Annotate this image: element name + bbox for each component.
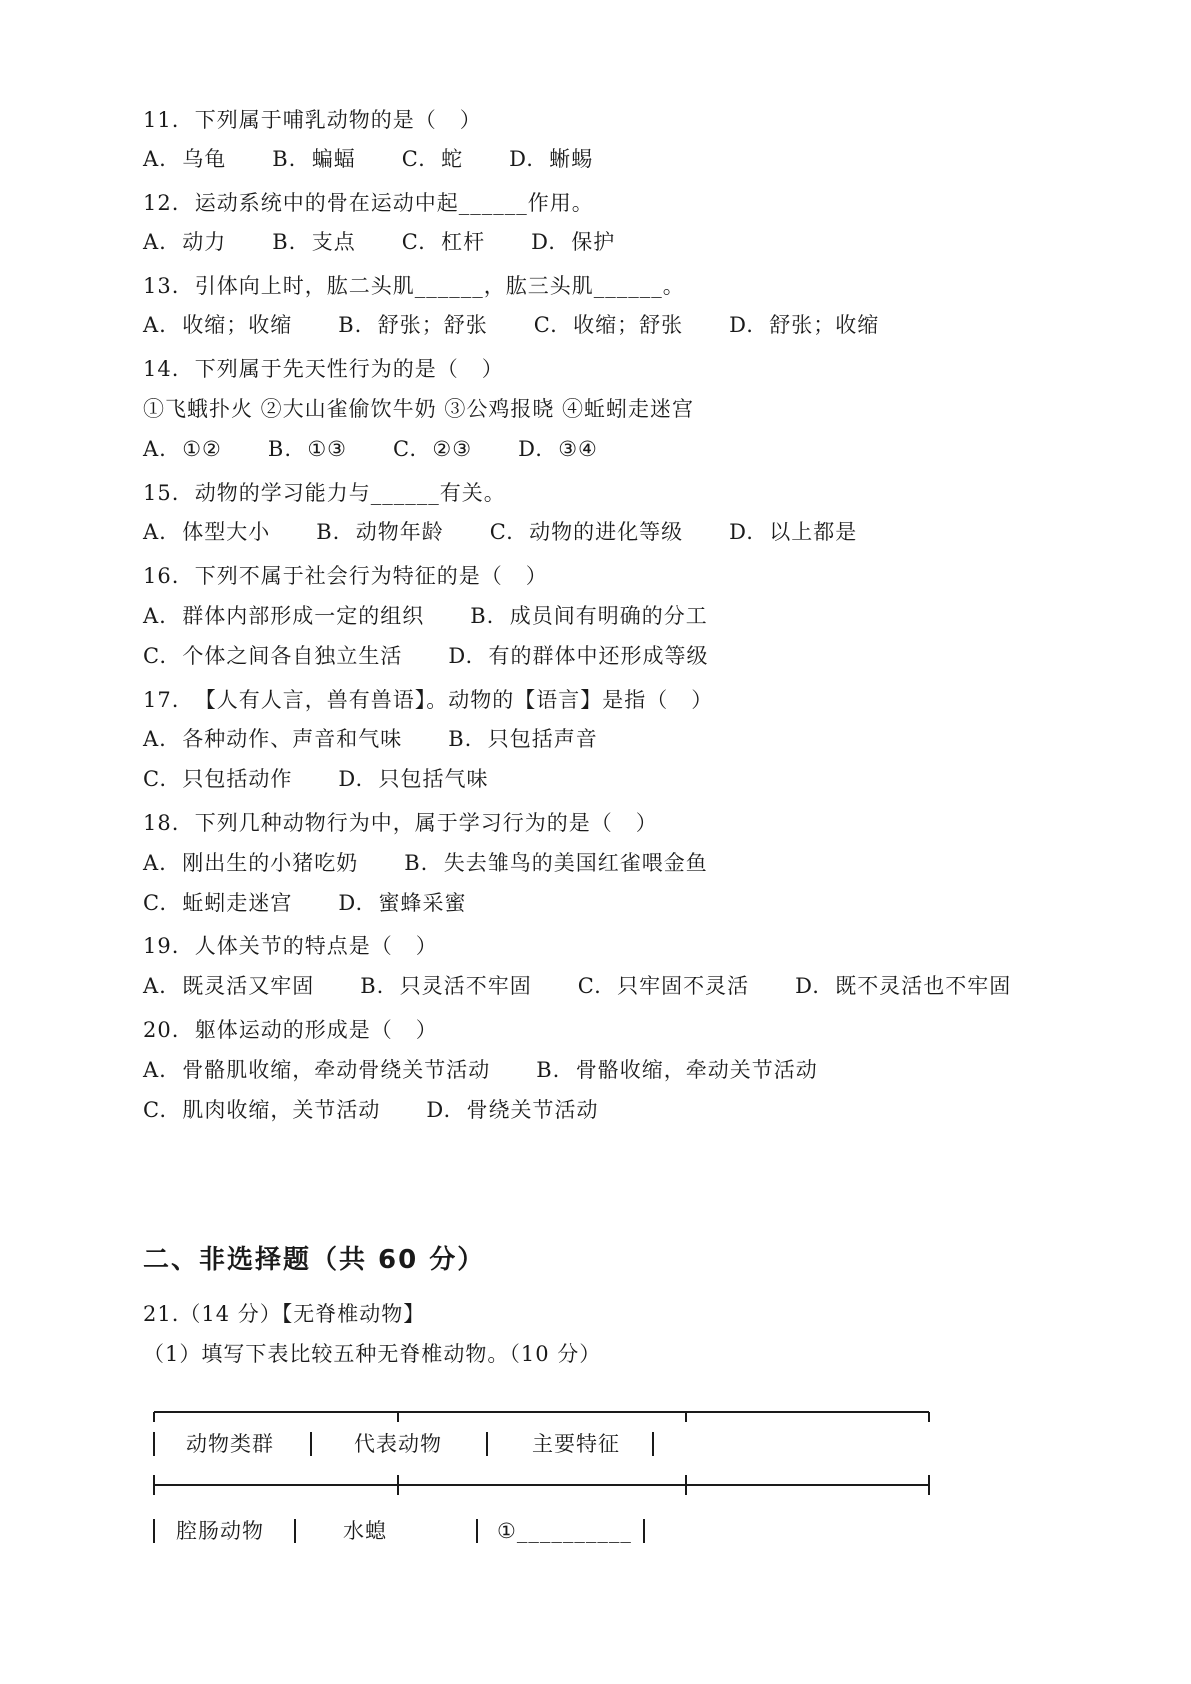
table-header-group: 动物类群: [186, 1432, 274, 1456]
options-14: A. ①② B. ①③ C. ②③ D. ③④: [143, 437, 598, 461]
table-bar: [153, 1519, 155, 1543]
table-cell-features: ①__________: [497, 1519, 632, 1543]
options-16-b: C. 个体之间各自独立生活 D. 有的群体中还形成等级: [143, 644, 709, 668]
table-header-features: 主要特征: [532, 1432, 620, 1456]
question-11: 11. 下列属于哺乳动物的是（ ）: [143, 108, 482, 132]
question-21-part-1: （1）填写下表比较五种无脊椎动物。（10 分）: [143, 1342, 602, 1366]
question-17: 17. 【人有人言，兽有兽语】。动物的【语言】是指（ ）: [143, 688, 714, 712]
options-17-a: A. 各种动作、声音和气味 B. 只包括声音: [143, 727, 598, 751]
table-bar: [652, 1432, 654, 1456]
question-12: 12. 运动系统中的骨在运动中起______作用。: [143, 191, 594, 215]
question-18: 18. 下列几种动物行为中，属于学习行为的是（ ）: [143, 811, 658, 835]
options-20-a: A. 骨骼肌收缩，牵动骨绕关节活动 B. 骨骼收缩，牵动关节活动: [143, 1058, 818, 1082]
question-15: 15. 动物的学习能力与______有关。: [143, 481, 506, 505]
question-14: 14. 下列属于先天性行为的是（ ）: [143, 357, 504, 381]
options-20-b: C. 肌肉收缩，关节活动 D. 骨绕关节活动: [143, 1098, 599, 1122]
table-bar: [153, 1432, 155, 1456]
question-16: 16. 下列不属于社会行为特征的是（ ）: [143, 564, 548, 588]
table-cell-example: 水螅: [343, 1519, 387, 1543]
options-18-b: C. 蚯蚓走迷宫 D. 蜜蜂采蜜: [143, 891, 467, 915]
options-11: A. 乌龟 B. 蝙蝠 C. 蛇 D. 蜥蜴: [143, 147, 594, 171]
question-19: 19. 人体关节的特点是（ ）: [143, 934, 438, 958]
question-20: 20. 躯体运动的形成是（ ）: [143, 1018, 438, 1042]
table-bar: [486, 1432, 488, 1456]
options-13: A. 收缩；收缩 B. 舒张；舒张 C. 收缩；舒张 D. 舒张；收缩: [143, 313, 880, 337]
options-17-b: C. 只包括动作 D. 只包括气味: [143, 767, 489, 791]
options-16-a: A. 群体内部形成一定的组织 B. 成员间有明确的分工: [143, 604, 708, 628]
table-bar: [294, 1519, 296, 1543]
table-cell-group: 腔肠动物: [176, 1519, 264, 1543]
table-header-example: 代表动物: [354, 1432, 442, 1456]
table-bar: [310, 1432, 312, 1456]
options-19: A. 既灵活又牢固 B. 只灵活不牢固 C. 只牢固不灵活 D. 既不灵活也不牢固: [143, 974, 1012, 998]
question-13: 13. 引体向上时，肱二头肌______，肱三头肌______。: [143, 274, 685, 298]
question-21: 21.（14 分）【无脊椎动物】: [143, 1302, 426, 1326]
section-heading: 二、非选择题（共 60 分）: [143, 1245, 486, 1275]
table-bar: [643, 1519, 645, 1543]
options-18-a: A. 刚出生的小猪吃奶 B. 失去雏鸟的美国红雀喂金鱼: [143, 851, 708, 875]
table-bar: [476, 1519, 478, 1543]
statements-14: ①飞蛾扑火 ②大山雀偷饮牛奶 ③公鸡报晓 ④蚯蚓走迷宫: [143, 397, 695, 421]
options-12: A. 动力 B. 支点 C. 杠杆 D. 保护: [143, 230, 616, 254]
options-15: A. 体型大小 B. 动物年龄 C. 动物的进化等级 D. 以上都是: [143, 520, 858, 544]
